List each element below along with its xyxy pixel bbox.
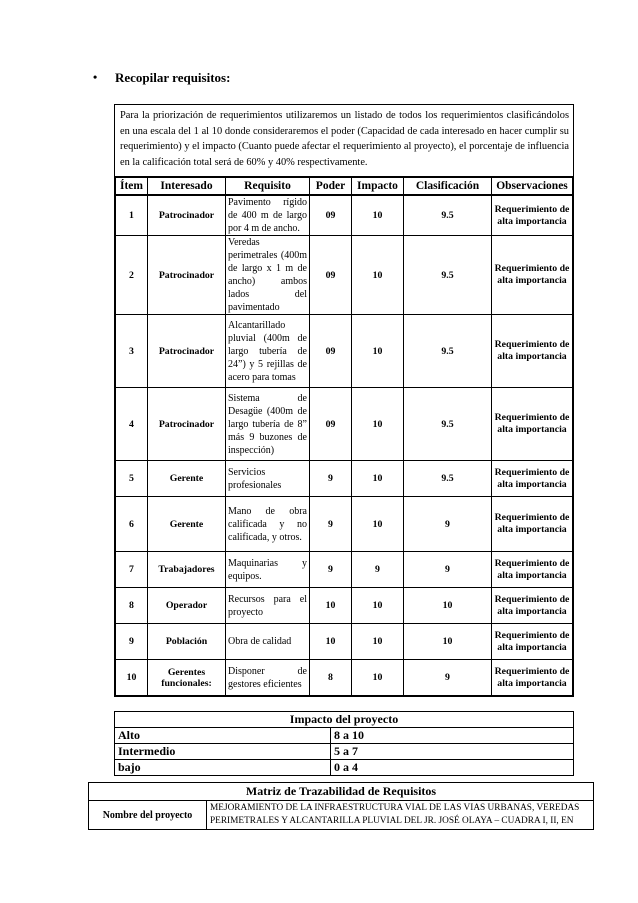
cell-interesado: Patrocinador xyxy=(148,236,226,315)
cell-interesado: Población xyxy=(148,624,226,660)
table-header-row xyxy=(116,177,573,195)
impact-title: Impacto del proyecto xyxy=(115,712,574,728)
cell-requisito: Sistema de Desagüe (400m de largo tubería de 8” más 9 buzones de inspección) xyxy=(226,388,310,461)
cell-requisito: Maquinarias y equipos. xyxy=(226,552,310,588)
cell-poder: 09 xyxy=(310,195,352,236)
requirements-table xyxy=(115,176,573,696)
cell-clasificacion: 10 xyxy=(404,624,492,660)
cell-impacto: 10 xyxy=(352,497,404,552)
table-row xyxy=(116,388,573,461)
impact-range: 5 a 7 xyxy=(331,744,574,760)
cell-interesado: Gerente xyxy=(148,497,226,552)
cell-requisito: Servicios profesionales xyxy=(226,461,310,497)
cell-interesado: Patrocinador xyxy=(148,315,226,388)
cell-requisito: Obra de calidad xyxy=(226,624,310,660)
cell-item: 4 xyxy=(116,388,148,461)
cell-item: 1 xyxy=(116,195,148,236)
impact-level: bajo xyxy=(115,760,331,776)
cell-clasificacion: 9 xyxy=(404,497,492,552)
cell-impacto: 10 xyxy=(352,660,404,696)
cell-requisito: Recursos para el proyecto xyxy=(226,588,310,624)
cell-observaciones: Requerimiento de alta importancia xyxy=(492,195,573,236)
cell-poder: 8 xyxy=(310,660,352,696)
cell-impacto: 10 xyxy=(352,461,404,497)
cell-observaciones: Requerimiento de alta importancia xyxy=(492,624,573,660)
project-name-value xyxy=(207,801,594,830)
cell-interesado: Patrocinador xyxy=(148,388,226,461)
cell-item: 5 xyxy=(116,461,148,497)
cell-requisito: Alcantarillado pluvial (400m de largo tubería de 24”) y 5 rejillas de acero para tomas xyxy=(226,315,310,388)
impact-range: 8 a 10 xyxy=(331,728,574,744)
cell-impacto: 10 xyxy=(352,195,404,236)
impact-row xyxy=(115,744,574,760)
cell-clasificacion: 9.5 xyxy=(404,388,492,461)
impact-range: 0 a 4 xyxy=(331,760,574,776)
cell-observaciones: Requerimiento de alta importancia xyxy=(492,315,573,388)
cell-clasificacion: 9.5 xyxy=(404,236,492,315)
cell-observaciones: Requerimiento de alta importancia xyxy=(492,660,573,696)
cell-requisito: Disponer de gestores eficientes xyxy=(226,660,310,696)
cell-poder: 9 xyxy=(310,552,352,588)
col-header-impacto: Impacto xyxy=(352,177,404,195)
table-row xyxy=(116,660,573,696)
cell-item: 6 xyxy=(116,497,148,552)
table-row xyxy=(116,552,573,588)
cell-clasificacion: 9.5 xyxy=(404,461,492,497)
cell-poder: 09 xyxy=(310,388,352,461)
intro-paragraph: Para la priorización de requerimientos utilizaremos un listado de todos los requerimientos clasificándolos en una escala del 1 al 10 donde consideraremos el poder (Capacidad de cada interesado en hacer cumplir su requerimiento) y el impacto (Cuanto puede afectar el requerimiento al proyecto), el porcentaje de influencia en la calificación total será de 60% y 40% respectivamente. xyxy=(120,110,569,168)
table-row xyxy=(116,624,573,660)
cell-impacto: 10 xyxy=(352,315,404,388)
cell-observaciones: Requerimiento de alta importancia xyxy=(492,461,573,497)
cell-poder: 10 xyxy=(310,588,352,624)
cell-impacto: 10 xyxy=(352,236,404,315)
project-name-label: Nombre del proyecto xyxy=(89,801,207,830)
col-header-requisito: Requisito xyxy=(226,177,310,195)
cell-interesado: Gerentes funcionales: xyxy=(148,660,226,696)
impact-row xyxy=(115,760,574,776)
cell-interesado: Gerente xyxy=(148,461,226,497)
table-row xyxy=(116,236,573,315)
cell-impacto: 10 xyxy=(352,388,404,461)
cell-poder: 09 xyxy=(310,315,352,388)
cell-impacto: 9 xyxy=(352,552,404,588)
cell-requisito: Veredas perimetrales (400m de largo x 1 m de ancho) ambos lados del pavimentado xyxy=(226,236,310,315)
requirements-table-body xyxy=(116,195,573,696)
cell-impacto: 10 xyxy=(352,624,404,660)
cell-requisito: Pavimento rígido de 400 m de largo por 4 m de ancho. xyxy=(226,195,310,236)
project-name-line: MEJORAMIENTO DE LA INFRAESTRUCTURA VIAL DE LAS VIAS URBANAS, VEREDAS xyxy=(210,803,580,813)
cell-interesado: Operador xyxy=(148,588,226,624)
cell-item: 2 xyxy=(116,236,148,315)
cell-clasificacion: 9 xyxy=(404,660,492,696)
col-header-poder: Poder xyxy=(310,177,352,195)
cell-observaciones: Requerimiento de alta importancia xyxy=(492,388,573,461)
cell-item: 9 xyxy=(116,624,148,660)
cell-clasificacion: 9.5 xyxy=(404,315,492,388)
table-row xyxy=(116,195,573,236)
cell-observaciones: Requerimiento de alta importancia xyxy=(492,236,573,315)
requirements-frame xyxy=(114,104,574,697)
cell-requisito: Mano de obra calificada y no calificada, y otros. xyxy=(226,497,310,552)
cell-poder: 10 xyxy=(310,624,352,660)
cell-item: 7 xyxy=(116,552,148,588)
table-row xyxy=(116,315,573,388)
traceability-title: Matriz de Trazabilidad de Requisitos xyxy=(89,783,594,801)
cell-interesado: Patrocinador xyxy=(148,195,226,236)
cell-item: 10 xyxy=(116,660,148,696)
section-heading xyxy=(93,70,230,86)
impact-level: Intermedio xyxy=(115,744,331,760)
cell-observaciones: Requerimiento de alta importancia xyxy=(492,588,573,624)
project-name-line: PERIMETRALES Y ALCANTARILLA PLUVIAL DEL JR. JOSÉ OLAYA – CUADRA I, II, EN xyxy=(210,816,574,826)
impact-level: Alto xyxy=(115,728,331,744)
cell-observaciones: Requerimiento de alta importancia xyxy=(492,552,573,588)
col-header-interesado: Interesado xyxy=(148,177,226,195)
col-header-clasificacion: Clasificación xyxy=(404,177,492,195)
bullet-icon: • xyxy=(93,70,98,84)
cell-clasificacion: 9 xyxy=(404,552,492,588)
col-header-observaciones: Observaciones xyxy=(492,177,573,195)
cell-item: 3 xyxy=(116,315,148,388)
cell-interesado: Trabajadores xyxy=(148,552,226,588)
impact-row xyxy=(115,728,574,744)
cell-poder: 9 xyxy=(310,497,352,552)
table-row xyxy=(116,497,573,552)
traceability-table xyxy=(88,782,594,830)
cell-impacto: 10 xyxy=(352,588,404,624)
table-row xyxy=(116,588,573,624)
cell-clasificacion: 9.5 xyxy=(404,195,492,236)
cell-clasificacion: 10 xyxy=(404,588,492,624)
col-header-item: Ítem xyxy=(116,177,148,195)
impact-table xyxy=(114,711,574,776)
cell-observaciones: Requerimiento de alta importancia xyxy=(492,497,573,552)
cell-poder: 09 xyxy=(310,236,352,315)
table-row xyxy=(116,461,573,497)
cell-poder: 9 xyxy=(310,461,352,497)
cell-item: 8 xyxy=(116,588,148,624)
section-heading-text: Recopilar requisitos: xyxy=(115,70,231,85)
